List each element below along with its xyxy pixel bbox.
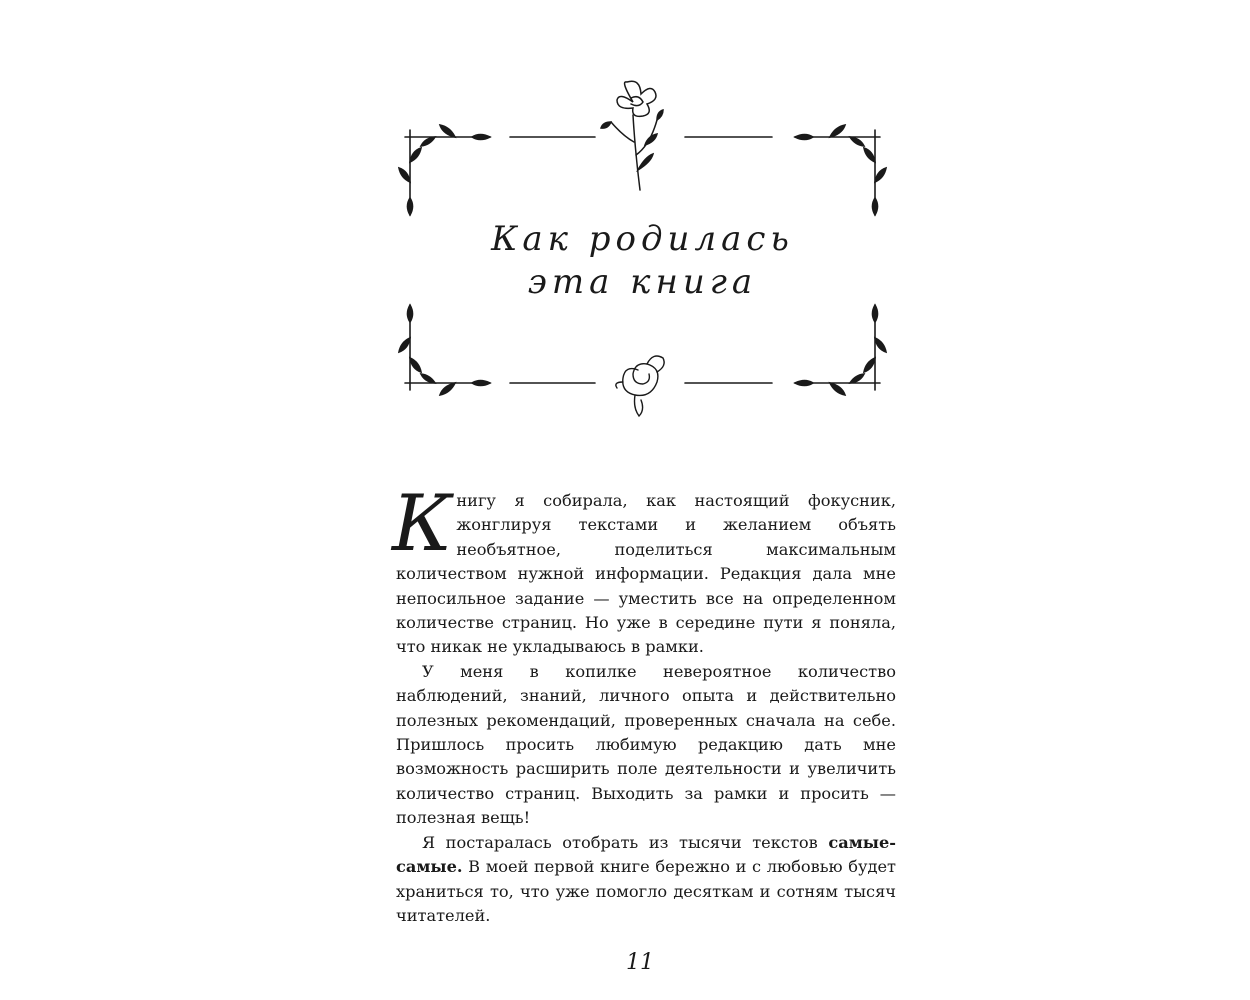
leaf-branch-icon	[399, 305, 490, 395]
leaf-branch-icon	[795, 125, 886, 215]
chapter-title-line1: Как родилась	[491, 219, 794, 259]
chapter-title	[395, 218, 890, 304]
paragraph-1	[392, 479, 896, 660]
page-number: 11	[626, 950, 654, 975]
flower-icon	[601, 81, 663, 190]
paragraph-3-start: Я постаралась отобрать из тысячи текстов	[422, 832, 829, 852]
rose-icon	[616, 356, 664, 416]
paragraph-2: У меня в копилке невероятное количество наблюдений, знаний, личного опыта и действительно полезных рекомендаций, проверенных сначала на себе. Пришлось просить любимую редакцию дать мне возможность расширить поле деятельности и увеличить количество страниц. Выходить за рамки и просить — полезная вещь!	[396, 661, 896, 828]
body-text	[392, 479, 896, 928]
leaf-branch-icon	[795, 305, 886, 395]
paragraph-1-text: нигу я собирала, как настоящий фокусник, жонглируя текстами и желанием объять необъятное, поделиться максимальным количеством нужной информации. Редакция дала мне непосильное задание — уместить все на определенном количестве страниц. Но уже в середине пути я поняла, что никак не укладываюсь в рамки.	[396, 491, 896, 657]
paragraph-3-bold: самые-самые.	[396, 832, 896, 877]
chapter-title-line2: эта книга	[527, 262, 758, 302]
leaf-branch-icon	[399, 125, 490, 215]
paragraph-3	[396, 831, 896, 929]
drop-cap: К	[392, 479, 453, 569]
paragraph-3-end: В моей первой книге бережно и с любовью будет храниться то, что уже помогло десяткам и сотням тысяч читателей.	[396, 857, 896, 925]
